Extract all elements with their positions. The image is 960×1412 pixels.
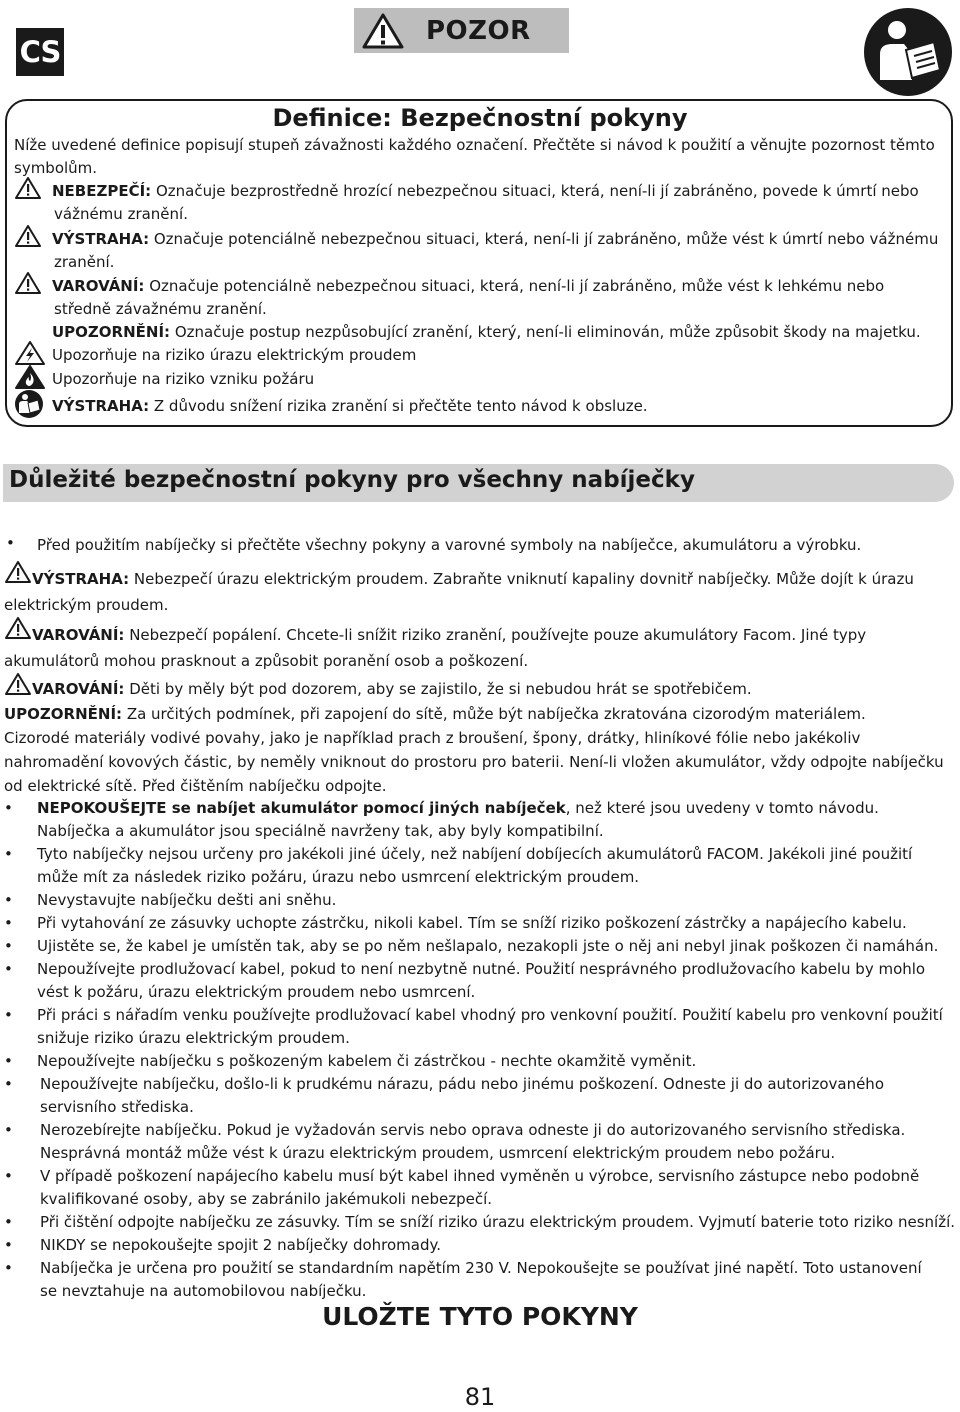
list-item-text-cont: kvalifikované osoby, aby se zabránilo jakémukoli nebezpečí. (40, 1190, 493, 1208)
list-item (4, 843, 956, 889)
caution-children-text: Děti by měly být pod dozorem, aby se zajistilo, že si nebudou hrát se spotřebičem. (124, 680, 752, 698)
read-manual-label: VÝSTRAHA: (52, 397, 150, 415)
list-item-text-cont: může mít za následek riziko požáru, úrazu nebo usmrcení elektrickým proudem. (37, 868, 640, 886)
intro-line-1: Níže uvedené definice popisují stupeň závažnosti každého označení. Přečtěte si návod k použití a věnujte pozornost těmto (14, 136, 935, 154)
page-number: 81 (464, 1383, 496, 1411)
list-item-text-cont: servisního střediska. (40, 1098, 194, 1116)
section-intro: Před použitím nabíječky si přečtěte všechny pokyny a varovné symboly na nabíječce, akumulátoru a výrobku. (37, 536, 862, 554)
warning-shock-text: Nebezpečí úrazu elektrickým proudem. Zabraňte vniknutí kapaliny dovnitř nabíječky. Může dojít k úrazu (129, 570, 914, 588)
bullet: • (4, 799, 13, 817)
warning-label: VÝSTRAHA: (52, 230, 150, 248)
list-item-text-cont: se nevztahuje na automobilovou nabíječku. (40, 1282, 367, 1300)
list-item-text: V případě poškození napájecího kabelu musí být kabel ihned vyměněn u výrobce, servisního zástupce nebo podobně (40, 1167, 920, 1185)
list-item (4, 1004, 956, 1050)
read-manual-icon (862, 6, 954, 98)
bullet: • (4, 1167, 13, 1185)
language-code: CS (19, 35, 61, 69)
fire-hazard-icon (14, 364, 46, 390)
definition-notice (52, 321, 952, 344)
list-item-text: Nepoužívejte prodlužovací kabel, pokud to není nezbytně nutné. Použití nesprávného prodlužovacího kabelu by mohlo (37, 960, 926, 978)
definitions-title: Definice: Bezpečnostní pokyny (272, 104, 688, 132)
list-item (4, 1234, 956, 1257)
list-item-text: Při vytahování ze zásuvky uchopte zástrčku, nikoli kabel. Tím se sníží riziko poškození zástrčky a napájecího kabelu. (37, 914, 907, 932)
definition-warning (52, 228, 952, 274)
safety-bullet-list (4, 797, 956, 1303)
caution-children-paragraph (32, 678, 952, 701)
bullet: • (4, 1121, 13, 1139)
warning-triangle-icon (14, 224, 42, 248)
definition-read-manual (52, 395, 952, 418)
warning-triangle-icon (14, 271, 42, 295)
read-manual-text: Z důvodu snížení rizika zranění si přečtěte tento návod k obsluze. (149, 397, 648, 415)
list-item (4, 912, 956, 935)
list-item (4, 1073, 956, 1119)
list-item-text: Ujistěte se, že kabel je umístěn tak, aby se po něm nešlapalo, nezakopli jste o něj ani nebyl jinak poškozen či namáhán. (37, 937, 939, 955)
list-item-text: Tyto nabíječky nejsou určeny pro jakékoli jiné účely, než nabíjení dobíjecích akumulátorů FACOM. Jakékoli jiné použití (37, 845, 913, 863)
list-item-bold: NEPOKOUŠEJTE se nabíjet akumulátor pomocí jiných nabíječek (37, 799, 566, 817)
notice-para-label: UPOZORNĚNÍ: (4, 705, 123, 723)
notice-para-line-1: Za určitých podmínek, při zapojení do sítě, může být nabíječka zkratována cizorodým materiálem. (122, 705, 866, 723)
bullet: • (4, 1052, 13, 1070)
definition-danger (52, 180, 952, 226)
read-manual-icon (12, 389, 46, 419)
list-item-text-cont: Nesprávná montáž může vést k úrazu elektrickým proudem, usmrcení elektrickým proudem nebo požáru. (40, 1144, 836, 1162)
list-item (4, 1165, 956, 1211)
bullet: • (4, 1259, 13, 1277)
notice-text: Označuje postup nezpůsobující zranění, který, není-li eliminován, může způsobit škody na majetku. (170, 323, 921, 341)
notice-para-line-3: nahromadění kovových částic, by neměly vniknout do prostoru pro baterii. Není-li vložen akumulátor, vždy odpojte nabíječku (4, 753, 944, 771)
warning-triangle-icon (14, 176, 42, 200)
save-instructions-heading: ULOŽTE TYTO POKYNY (322, 1302, 638, 1331)
danger-text: Označuje bezprostředně hrozící nebezpečnou situaci, která, není-li jí zabráněno, povede k úmrtí nebo (151, 182, 919, 200)
list-item (4, 1050, 956, 1073)
list-item-text: Nevystavujte nabíječku dešti ani sněhu. (37, 891, 337, 909)
list-item-text: Při práci s nářadím venku používejte prodlužovací kabel vhodný pro venkovní použití. Použití kabelu pro venkovní použití (37, 1006, 943, 1024)
warning-triangle-icon (362, 13, 404, 49)
list-item (4, 889, 956, 912)
definitions-intro (14, 134, 949, 180)
notice-para-line-2: Cizorodé materiály vodivé povahy, jako je například prach z broušení, špony, drátky, hliníkové fólie nebo jakékoliv (4, 729, 861, 747)
intro-line-2: symbolům. (14, 159, 98, 177)
list-item (4, 1119, 956, 1165)
bullet: • (4, 937, 13, 955)
danger-text-cont: vážnému zranění. (54, 205, 188, 223)
bullet: • (4, 1236, 13, 1254)
warning-triangle-icon (4, 672, 32, 696)
caution-text-cont: středně závažnému zranění. (54, 300, 267, 318)
bullet: • (4, 1075, 13, 1093)
list-item-text: Nerozebírejte nabíječku. Pokud je vyžadován servis nebo oprava odneste ji do autorizovaného servisního střediska. (40, 1121, 906, 1139)
warning-shock-text-cont: elektrickým proudem. (4, 596, 169, 614)
bullet: • (4, 1006, 13, 1024)
bullet: • (4, 1213, 13, 1231)
list-item-text-cont: vést k požáru, úrazu elektrickým proudem nebo usmrcení. (37, 983, 476, 1001)
language-badge (16, 28, 64, 76)
bullet: • (4, 845, 13, 863)
pozor-banner (354, 8, 569, 53)
section-title: Důležité bezpečnostní pokyny pro všechny nabíječky (9, 467, 695, 493)
definition-fire: Upozorňuje na riziko vzniku požáru (52, 370, 315, 388)
caution-burn-paragraph (4, 622, 954, 674)
definition-caution (52, 275, 952, 321)
caution-children-label: VAROVÁNÍ: (32, 680, 125, 698)
list-item-text: Nepoužívejte nabíječku, došlo-li k prudkému nárazu, pádu nebo jinému poškození. Odneste ji do autorizovaného (40, 1075, 884, 1093)
list-item-text-cont: snižuje riziko úrazu elektrickým proudem. (37, 1029, 350, 1047)
definition-shock: Upozorňuje na riziko úrazu elektrickým proudem (52, 346, 417, 364)
bullet: • (4, 914, 13, 932)
caution-burn-text: Nebezpečí popálení. Chcete-li snížit riziko zranění, používejte pouze akumulátory Facom. Jiné typy (124, 626, 867, 644)
notice-label: UPOZORNĚNÍ: (52, 323, 171, 341)
warning-text: Označuje potenciálně nebezpečnou situaci, která, není-li jí zabráněno, může vést k úmrtí nebo vážnému (149, 230, 939, 248)
list-item (4, 935, 956, 958)
caution-text: Označuje potenciálně nebezpečnou situaci, která, není-li jí zabráněno, může vést k lehkému nebo (144, 277, 885, 295)
notice-para-line-4: od elektrické sítě. Před čištěním nabíječku odpojte. (4, 777, 387, 795)
list-item (4, 1211, 956, 1234)
list-item-text: Nabíječka je určena pro použití se standardním napětím 230 V. Nepokoušejte se používat jiné napětí. Toto ustanovení (40, 1259, 922, 1277)
bullet: • (4, 891, 13, 909)
caution-burn-label: VAROVÁNÍ: (32, 626, 125, 644)
list-item-text: NIKDY se nepokoušejte spojit 2 nabíječky dohromady. (40, 1236, 442, 1254)
pozor-label: POZOR (426, 15, 531, 46)
warning-text-cont: zranění. (54, 253, 115, 271)
list-item-text: Při čištění odpojte nabíječku ze zásuvky. Tím se sníží riziko úrazu elektrickým proudem. Vyjmutí baterie toto riziko nesníží. (40, 1213, 956, 1231)
notice-paragraph (4, 702, 956, 798)
list-item-text-cont: Nabíječka a akumulátor jsou speciálně navrženy tak, aby byly kompatibilní. (37, 822, 604, 840)
caution-label: VAROVÁNÍ: (52, 277, 145, 295)
warning-shock-paragraph (4, 566, 954, 618)
bullet: • (6, 534, 15, 552)
warning-shock-label: VÝSTRAHA: (32, 570, 130, 588)
electric-shock-icon (14, 340, 46, 366)
danger-label: NEBEZPEČÍ: (52, 182, 152, 200)
list-item-text: , než které jsou uvedeny v tomto návodu. (565, 799, 879, 817)
bullet: • (4, 960, 13, 978)
caution-burn-text-cont: akumulátorů mohou prasknout a způsobit poranění osob a poškození. (4, 652, 529, 670)
list-item-text: Nepoužívejte nabíječku s poškozeným kabelem či zástrčkou - nechte okamžitě vyměnit. (37, 1052, 697, 1070)
list-item (4, 958, 956, 1004)
list-item (4, 1257, 956, 1303)
list-item (4, 797, 956, 843)
